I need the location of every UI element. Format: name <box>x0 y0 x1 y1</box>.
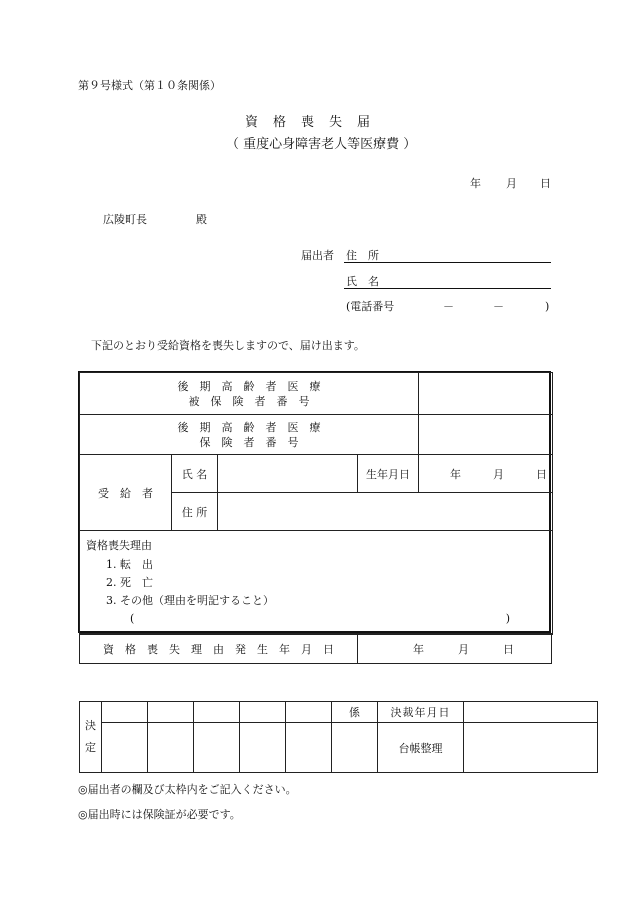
stamp-cell-3[interactable] <box>194 723 240 773</box>
insured-number-label-line2: 被 保 険 者 番 号 <box>188 394 310 408</box>
form-title: 資 格 喪 失 届 <box>245 115 372 130</box>
approval-cell-1[interactable] <box>102 702 148 723</box>
birth-year-label: 年 <box>450 467 461 481</box>
note-2: ◎届出時には保険証が必要です。 <box>78 808 241 821</box>
insurer-number-label-line2: 保 険 者 番 号 <box>199 435 299 449</box>
reason-paren-open: ( <box>130 612 135 625</box>
notifier-phone-label: (電話番号 <box>346 300 395 313</box>
intro-text: 下記のとおり受給資格を喪失しますので、届け出ます。 <box>91 339 365 352</box>
decision-date-label: 決裁年月日 <box>378 702 464 723</box>
occ-day-label: 日 <box>503 642 514 656</box>
notifier-address-line[interactable] <box>344 262 551 263</box>
occurrence-table <box>79 633 552 664</box>
reason-section <box>80 531 553 635</box>
notifier-label: 届出者 <box>301 249 334 262</box>
notifier-phone-sep-2: － <box>493 300 504 313</box>
occ-month-label: 月 <box>458 642 469 656</box>
reason-other-detail[interactable] <box>106 610 548 628</box>
insured-number-label <box>80 373 419 415</box>
notifier-phone-sep-1: － <box>443 300 454 313</box>
main-table-frame <box>78 371 551 633</box>
birth-day-label: 日 <box>536 467 547 481</box>
reason-option-3[interactable]: 3. その他（理由を明記すること） <box>106 594 274 607</box>
date-day-label: 日 <box>540 177 551 190</box>
decision-date-field[interactable] <box>464 702 598 723</box>
occurrence-date-field[interactable] <box>358 634 552 664</box>
approval-cell-4[interactable] <box>240 702 286 723</box>
occurrence-label: 資 格 喪 失 理 由 発 生 年 月 日 <box>80 634 358 664</box>
reason-option-2[interactable]: 2. 死 亡 <box>106 576 153 589</box>
decision-label: 決 定 <box>80 702 102 773</box>
date-year-label: 年 <box>470 177 481 190</box>
stamp-cell-2[interactable] <box>148 723 194 773</box>
staff-label: 係 <box>332 702 378 723</box>
notifier-name-label: 氏 名 <box>346 275 379 288</box>
date-month-label: 月 <box>506 177 517 190</box>
ledger-field[interactable] <box>464 723 598 773</box>
form-number: 第９号様式（第１０条関係） <box>78 79 221 92</box>
notifier-name-line[interactable] <box>344 288 551 289</box>
addressee-honorific: 殿 <box>196 213 207 226</box>
stamp-cell-4[interactable] <box>240 723 286 773</box>
reason-option-1[interactable]: 1. 転 出 <box>106 558 153 571</box>
main-table <box>79 372 553 635</box>
note-1: ◎届出者の欄及び太枠内をご記入ください。 <box>78 783 297 796</box>
birthdate-field[interactable] <box>419 455 553 493</box>
occ-year-label: 年 <box>413 642 424 656</box>
stamp-cell-5[interactable] <box>286 723 332 773</box>
birth-month-label: 月 <box>493 467 504 481</box>
office-table <box>79 701 598 773</box>
insurer-number-label <box>80 415 419 455</box>
recipient-address-label: 住 所 <box>172 493 218 531</box>
recipient-name-label: 氏 名 <box>172 455 218 493</box>
notifier-phone-close: ) <box>545 300 550 313</box>
approval-cell-2[interactable] <box>148 702 194 723</box>
insurer-number-field[interactable] <box>419 415 553 455</box>
recipient-address-field[interactable] <box>218 493 553 531</box>
approval-cell-5[interactable] <box>286 702 332 723</box>
notifier-address-label: 住 所 <box>346 249 379 262</box>
staff-stamp-cell[interactable] <box>332 723 378 773</box>
form-subtitle: （ 重度心身障害老人等医療費 ） <box>226 137 417 152</box>
insured-number-label-line1: 後 期 高 齢 者 医 療 <box>177 379 321 393</box>
ledger-label: 台帳整理 <box>378 723 464 773</box>
reason-title: 資格喪失理由 <box>86 539 152 552</box>
recipient-name-field[interactable] <box>218 455 358 493</box>
insurer-number-label-line1: 後 期 高 齢 者 医 療 <box>177 420 321 434</box>
birthdate-label: 生年月日 <box>358 455 419 493</box>
reason-paren-close: ) <box>505 612 510 625</box>
addressee-office: 広陵町長 <box>103 213 147 226</box>
stamp-cell-1[interactable] <box>102 723 148 773</box>
recipient-label: 受 給 者 <box>80 455 172 531</box>
insured-number-field[interactable] <box>419 373 553 415</box>
approval-cell-3[interactable] <box>194 702 240 723</box>
